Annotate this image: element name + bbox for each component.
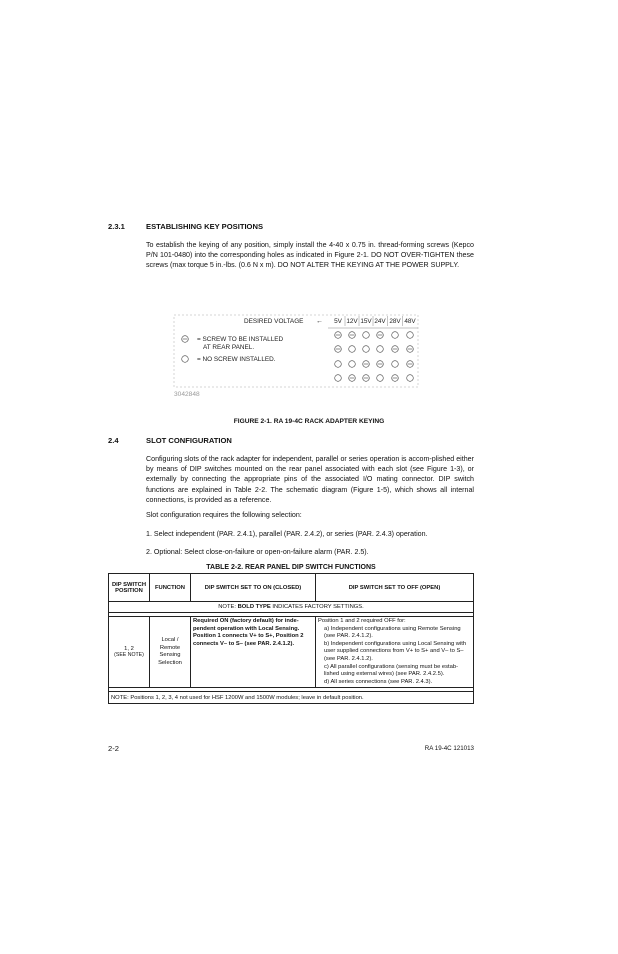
screw-hole-empty — [363, 346, 370, 353]
dip-switch-table — [108, 573, 474, 704]
voltage-label: 12V — [346, 318, 358, 325]
desired-voltage-label: DESIRED VOLTAGE — [244, 318, 304, 325]
header-off: DIP SWITCH SET TO OFF (OPEN) — [316, 574, 474, 602]
page-number: 2-2 — [108, 744, 119, 753]
screw-hole-empty — [407, 332, 414, 339]
screw-hole-empty — [377, 375, 384, 382]
off-cell: Position 1 and 2 required OFF for: a) Independent configurations using Remote Sensing (see PAR. 2.4.1.2). b) Independent configurations using Local Sensing with user supplied connections from V+ to S+ and V– to S– (see PAR. 2.4.1.2). c) All parallel configurations (sensing must be estab-lished using external wires) (see PAR. 2.4.2.5). d) All series connections (see PAR. 2.4.3). — [316, 617, 474, 688]
section-title: ESTABLISHING KEY POSITIONS — [146, 222, 264, 231]
figure-caption: FIGURE 2-1. RA 19-4C RACK ADAPTER KEYING — [233, 418, 385, 425]
document-id: RA 19-4C 121013 — [424, 745, 474, 752]
voltage-label: 24V — [374, 318, 386, 325]
screw-hole-empty — [349, 361, 356, 368]
figure-frame — [174, 315, 418, 387]
arrow-left-icon: ← — [316, 318, 323, 325]
keying-diagram — [146, 310, 476, 398]
slot-config-selection: Slot configuration requires the following selection: — [146, 511, 302, 519]
list-item: 1. Select independent (PAR. 2.4.1), parallel (PAR. 2.4.2), or series (PAR. 2.4.3) operation. — [146, 530, 428, 538]
legend-noscrew-text: = NO SCREW INSTALLED. — [197, 356, 276, 363]
legend-noscrew-icon — [182, 356, 189, 363]
section-paragraph: To establish the keying of any position, simply install the 4-40 x 0.75 in. thread-forming screws (Kepco P/N 101-0480) into the corresponding holes as indicated in Figure 2-1. DO NOT OVER-TIGHTEN these screws (max torque 5 in.-lbs. (0.6 N x m). DO NOT ALTER THE KEYING AT THE POWER SUPPLY. — [146, 241, 474, 270]
drawing-number: 3042848 — [174, 391, 200, 398]
slot-config-paragraph: Configuring slots of the rack adapter for independent, parallel or series operation is accom-plished either by means of DIP switches mounted on the rear panel associated with each slot (see Figure 1-3), or externally by connecting the appropriate pins of the associated I/O mating connector. DIP switch functions are explained in Table 2-2. The schematic diagram (Figure 1-5), which shows all internal connections, is provided as a reference. — [146, 455, 474, 504]
table-footnote: NOTE: Positions 1, 2, 3, 4 not used for HSF 1200W and 1500W modules; leave in default position. — [109, 692, 474, 704]
header-function: FUNCTION — [150, 574, 191, 602]
section-title-2-4: SLOT CONFIGURATION — [146, 436, 232, 445]
table-note: NOTE: BOLD TYPE INDICATES FACTORY SETTINGS. — [109, 602, 474, 613]
header-on: DIP SWITCH SET TO ON (CLOSED) — [191, 574, 316, 602]
legend-screw-text: = SCREW TO BE INSTALLED — [197, 336, 284, 343]
position-cell: 1, 2 (SEE NOTE) — [109, 617, 150, 688]
voltage-label: 28V — [389, 318, 401, 325]
section-number: 2.3.1 — [108, 222, 125, 231]
table-row — [109, 617, 474, 688]
keying-figure — [146, 310, 476, 398]
list-item: 2. Optional: Select close-on-failure or open-on-failure alarm (PAR. 2.5). — [146, 548, 369, 556]
function-cell: Local / Remote Sensing Selection — [150, 617, 191, 688]
voltage-label: 48V — [404, 318, 416, 325]
section-number-2-4: 2.4 — [108, 436, 119, 445]
screw-hole-empty — [377, 346, 384, 353]
screw-hole-empty — [392, 361, 399, 368]
screw-hole-empty — [392, 332, 399, 339]
screw-hole-empty — [349, 346, 356, 353]
voltage-label: 5V — [334, 318, 342, 325]
screw-hole-empty — [335, 361, 342, 368]
screw-hole-empty — [407, 375, 414, 382]
screw-hole-empty — [335, 375, 342, 382]
screw-hole-empty — [363, 332, 370, 339]
voltage-label: 15V — [360, 318, 372, 325]
on-cell: Required ON (factory default) for inde-pendent operation with Local Sensing. Position 1 connects V+ to S+, Position 2 connects V– to S– (see PAR. 2.4.1.2). — [191, 617, 316, 688]
table-title: TABLE 2-2. REAR PANEL DIP SWITCH FUNCTIONS — [206, 564, 376, 571]
legend-screw-text-2: AT REAR PANEL. — [203, 344, 255, 351]
header-position: DIP SWITCH POSITION — [109, 574, 150, 602]
